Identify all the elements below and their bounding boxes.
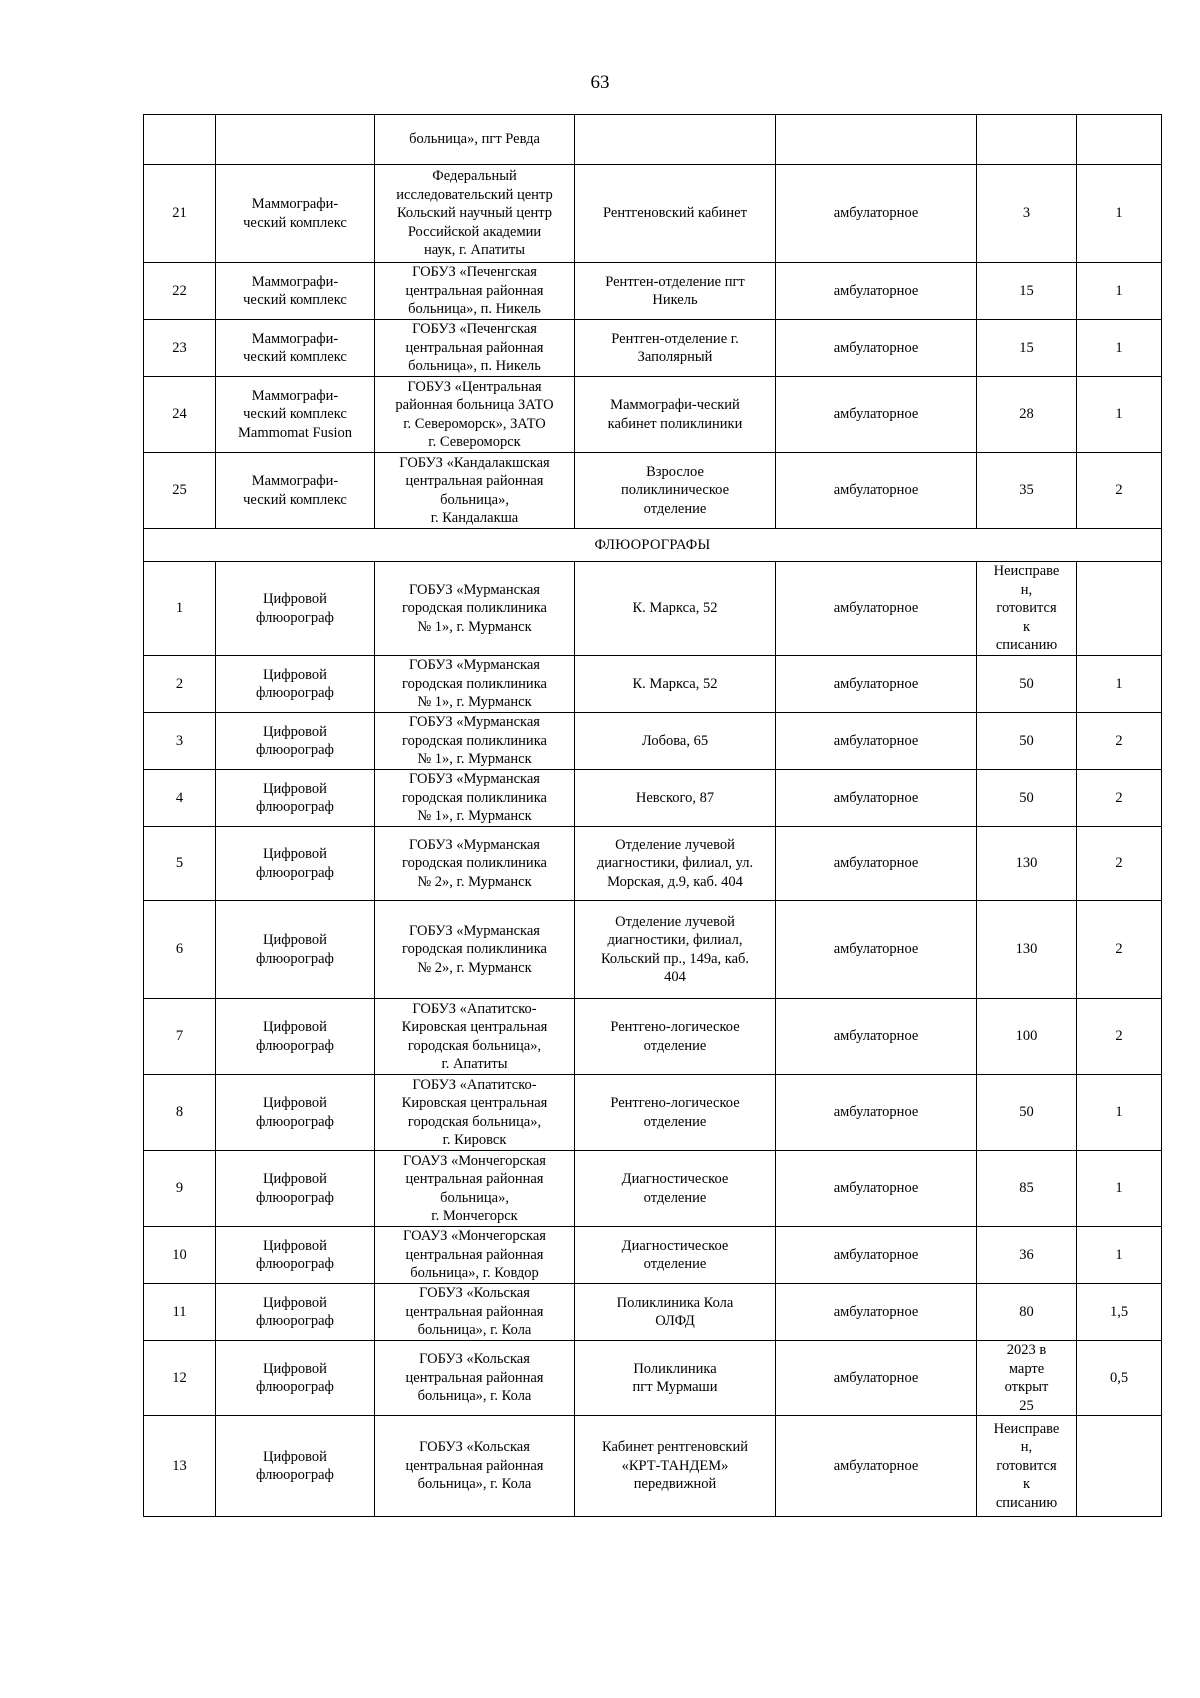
cell-shifts bbox=[1077, 562, 1162, 656]
cell-num: 10 bbox=[144, 1227, 216, 1284]
table-row bbox=[144, 901, 1162, 999]
cell-num: 9 bbox=[144, 1151, 216, 1227]
cell-shifts: 1 bbox=[1077, 263, 1162, 320]
cell-count bbox=[977, 115, 1077, 165]
cell-device bbox=[216, 115, 375, 165]
cell-num: 24 bbox=[144, 377, 216, 453]
cell-shifts: 2 bbox=[1077, 999, 1162, 1075]
cell-device: Цифровой флюорограф bbox=[216, 562, 375, 656]
table-row bbox=[144, 1151, 1162, 1227]
cell-type: амбулаторное bbox=[776, 999, 977, 1075]
cell-type: амбулаторное bbox=[776, 770, 977, 827]
table-body bbox=[144, 115, 1162, 1517]
cell-org: ГОБУЗ «Мурманская городская поликлиника № 2», г. Мурманск bbox=[375, 901, 575, 999]
cell-type: амбулаторное bbox=[776, 263, 977, 320]
cell-org: ГОБУЗ «Апатитско- Кировская центральная городская больница», г. Кировск bbox=[375, 1075, 575, 1151]
cell-device: Цифровой флюорограф bbox=[216, 1284, 375, 1341]
cell-org: ГОБУЗ «Кольская центральная районная больница», г. Кола bbox=[375, 1416, 575, 1517]
table-row bbox=[144, 1284, 1162, 1341]
cell-shifts: 2 bbox=[1077, 827, 1162, 901]
table-row bbox=[144, 713, 1162, 770]
cell-unit: К. Маркса, 52 bbox=[575, 562, 776, 656]
cell-count: 2023 в марте открыт 25 bbox=[977, 1341, 1077, 1416]
table-row bbox=[144, 165, 1162, 263]
cell-type: амбулаторное bbox=[776, 320, 977, 377]
cell-shifts: 1 bbox=[1077, 165, 1162, 263]
cell-unit: Рентгено-логическое отделение bbox=[575, 999, 776, 1075]
page-number: 63 bbox=[590, 72, 610, 93]
cell-count: 130 bbox=[977, 901, 1077, 999]
cell-num: 21 bbox=[144, 165, 216, 263]
cell-count: 100 bbox=[977, 999, 1077, 1075]
cell-shifts: 0,5 bbox=[1077, 1341, 1162, 1416]
cell-num: 12 bbox=[144, 1341, 216, 1416]
table-row bbox=[144, 562, 1162, 656]
table-row bbox=[144, 1227, 1162, 1284]
cell-device: Цифровой флюорограф bbox=[216, 1151, 375, 1227]
table-row bbox=[144, 1416, 1162, 1517]
cell-type: амбулаторное bbox=[776, 1227, 977, 1284]
table-row bbox=[144, 1075, 1162, 1151]
cell-org: ГОАУЗ «Мончегорская центральная районная больница», г. Мончегорск bbox=[375, 1151, 575, 1227]
cell-unit: Поликлиника пгт Мурмаши bbox=[575, 1341, 776, 1416]
cell-device: Маммографи- ческий комплекс bbox=[216, 263, 375, 320]
cell-org: Федеральный исследовательский центр Кольский научный центр Российской академии наук, г. Апатиты bbox=[375, 165, 575, 263]
table-row bbox=[144, 263, 1162, 320]
cell-device: Цифровой флюорограф bbox=[216, 770, 375, 827]
table-row bbox=[144, 827, 1162, 901]
section-title: ФЛЮОРОГРАФЫ bbox=[144, 529, 1162, 562]
cell-type: амбулаторное bbox=[776, 1075, 977, 1151]
cell-count: 85 bbox=[977, 1151, 1077, 1227]
cell-num: 23 bbox=[144, 320, 216, 377]
cell-device: Маммографи- ческий комплекс Mammomat Fusion bbox=[216, 377, 375, 453]
cell-device: Цифровой флюорограф bbox=[216, 901, 375, 999]
cell-type: амбулаторное bbox=[776, 901, 977, 999]
cell-shifts: 2 bbox=[1077, 770, 1162, 827]
cell-count: 3 bbox=[977, 165, 1077, 263]
cell-type: амбулаторное bbox=[776, 713, 977, 770]
cell-org: ГОБУЗ «Печенгская центральная районная больница», п. Никель bbox=[375, 263, 575, 320]
cell-num: 8 bbox=[144, 1075, 216, 1151]
cell-unit: Диагностическое отделение bbox=[575, 1227, 776, 1284]
cell-org: больница», пгт Ревда bbox=[375, 115, 575, 165]
cell-org: ГОБУЗ «Кандалакшская центральная районная больница», г. Кандалакша bbox=[375, 453, 575, 529]
cell-org: ГОБУЗ «Печенгская центральная районная больница», п. Никель bbox=[375, 320, 575, 377]
table-row bbox=[144, 770, 1162, 827]
section-row bbox=[144, 529, 1162, 562]
cell-device: Цифровой флюорограф bbox=[216, 999, 375, 1075]
cell-org: ГОБУЗ «Апатитско- Кировская центральная городская больница», г. Апатиты bbox=[375, 999, 575, 1075]
equipment-table bbox=[143, 114, 1162, 1517]
cell-device: Цифровой флюорограф bbox=[216, 713, 375, 770]
cell-unit: Рентген-отделение пгт Никель bbox=[575, 263, 776, 320]
table-row-continuation bbox=[144, 115, 1162, 165]
cell-type: амбулаторное bbox=[776, 562, 977, 656]
cell-count: 50 bbox=[977, 770, 1077, 827]
cell-shifts bbox=[1077, 115, 1162, 165]
cell-unit: Лобова, 65 bbox=[575, 713, 776, 770]
cell-count: 50 bbox=[977, 656, 1077, 713]
cell-num: 13 bbox=[144, 1416, 216, 1517]
cell-count: 15 bbox=[977, 320, 1077, 377]
cell-count: 50 bbox=[977, 713, 1077, 770]
cell-type: амбулаторное bbox=[776, 1416, 977, 1517]
cell-count: 36 bbox=[977, 1227, 1077, 1284]
cell-shifts: 1 bbox=[1077, 1227, 1162, 1284]
table-row bbox=[144, 453, 1162, 529]
cell-unit: Рентген-отделение г. Заполярный bbox=[575, 320, 776, 377]
cell-count: Неисправе н, готовится к списанию bbox=[977, 1416, 1077, 1517]
cell-count: 50 bbox=[977, 1075, 1077, 1151]
cell-count: 35 bbox=[977, 453, 1077, 529]
cell-shifts: 1,5 bbox=[1077, 1284, 1162, 1341]
cell-org: ГОАУЗ «Мончегорская центральная районная больница», г. Ковдор bbox=[375, 1227, 575, 1284]
cell-unit bbox=[575, 115, 776, 165]
cell-shifts: 2 bbox=[1077, 713, 1162, 770]
table-row bbox=[144, 320, 1162, 377]
cell-type: амбулаторное bbox=[776, 377, 977, 453]
cell-device: Маммографи- ческий комплекс bbox=[216, 320, 375, 377]
cell-org: ГОБУЗ «Мурманская городская поликлиника № 1», г. Мурманск bbox=[375, 770, 575, 827]
cell-type: амбулаторное bbox=[776, 1341, 977, 1416]
cell-org: ГОБУЗ «Мурманская городская поликлиника № 2», г. Мурманск bbox=[375, 827, 575, 901]
cell-shifts: 2 bbox=[1077, 453, 1162, 529]
cell-unit: Поликлиника Кола ОЛФД bbox=[575, 1284, 776, 1341]
cell-num: 1 bbox=[144, 562, 216, 656]
cell-count: 80 bbox=[977, 1284, 1077, 1341]
cell-num: 5 bbox=[144, 827, 216, 901]
cell-type bbox=[776, 115, 977, 165]
cell-device: Цифровой флюорограф bbox=[216, 1341, 375, 1416]
cell-count: 15 bbox=[977, 263, 1077, 320]
cell-unit: Рентгено-логическое отделение bbox=[575, 1075, 776, 1151]
cell-device: Цифровой флюорограф bbox=[216, 1227, 375, 1284]
cell-shifts: 1 bbox=[1077, 320, 1162, 377]
cell-unit: Кабинет рентгеновский «КРТ-ТАНДЕМ» передвижной bbox=[575, 1416, 776, 1517]
cell-device: Маммографи- ческий комплекс bbox=[216, 453, 375, 529]
cell-num: 7 bbox=[144, 999, 216, 1075]
cell-unit: Отделение лучевой диагностики, филиал, ул. Морская, д.9, каб. 404 bbox=[575, 827, 776, 901]
cell-shifts: 1 bbox=[1077, 377, 1162, 453]
cell-num: 25 bbox=[144, 453, 216, 529]
cell-num: 22 bbox=[144, 263, 216, 320]
table-row bbox=[144, 999, 1162, 1075]
cell-shifts: 1 bbox=[1077, 1151, 1162, 1227]
cell-org: ГОБУЗ «Мурманская городская поликлиника № 1», г. Мурманск bbox=[375, 562, 575, 656]
cell-device: Цифровой флюорограф bbox=[216, 656, 375, 713]
cell-org: ГОБУЗ «Мурманская городская поликлиника № 1», г. Мурманск bbox=[375, 656, 575, 713]
cell-shifts: 1 bbox=[1077, 1075, 1162, 1151]
cell-shifts bbox=[1077, 1416, 1162, 1517]
cell-num: 3 bbox=[144, 713, 216, 770]
cell-unit: Маммографи-ческий кабинет поликлиники bbox=[575, 377, 776, 453]
cell-type: амбулаторное bbox=[776, 827, 977, 901]
cell-num: 11 bbox=[144, 1284, 216, 1341]
cell-count: 28 bbox=[977, 377, 1077, 453]
cell-unit: Рентгеновский кабинет bbox=[575, 165, 776, 263]
cell-num: 2 bbox=[144, 656, 216, 713]
cell-num bbox=[144, 115, 216, 165]
table-row bbox=[144, 656, 1162, 713]
cell-unit: Диагностическое отделение bbox=[575, 1151, 776, 1227]
cell-org: ГОБУЗ «Мурманская городская поликлиника № 1», г. Мурманск bbox=[375, 713, 575, 770]
cell-type: амбулаторное bbox=[776, 656, 977, 713]
cell-device: Цифровой флюорограф bbox=[216, 1075, 375, 1151]
cell-device: Цифровой флюорограф bbox=[216, 1416, 375, 1517]
cell-org: ГОБУЗ «Центральная районная больница ЗАТО г. Североморск», ЗАТО г. Североморск bbox=[375, 377, 575, 453]
cell-device: Цифровой флюорограф bbox=[216, 827, 375, 901]
cell-shifts: 1 bbox=[1077, 656, 1162, 713]
cell-type: амбулаторное bbox=[776, 453, 977, 529]
cell-unit: К. Маркса, 52 bbox=[575, 656, 776, 713]
cell-unit: Невского, 87 bbox=[575, 770, 776, 827]
cell-org: ГОБУЗ «Кольская центральная районная больница», г. Кола bbox=[375, 1341, 575, 1416]
cell-num: 4 bbox=[144, 770, 216, 827]
cell-device: Маммографи- ческий комплекс bbox=[216, 165, 375, 263]
cell-num: 6 bbox=[144, 901, 216, 999]
cell-unit: Отделение лучевой диагностики, филиал, Кольский пр., 149а, каб. 404 bbox=[575, 901, 776, 999]
cell-count: 130 bbox=[977, 827, 1077, 901]
table-row bbox=[144, 1341, 1162, 1416]
cell-count: Неисправе н, готовится к списанию bbox=[977, 562, 1077, 656]
cell-type: амбулаторное bbox=[776, 1284, 977, 1341]
cell-type: амбулаторное bbox=[776, 165, 977, 263]
cell-org: ГОБУЗ «Кольская центральная районная больница», г. Кола bbox=[375, 1284, 575, 1341]
cell-shifts: 2 bbox=[1077, 901, 1162, 999]
cell-unit: Взрослое поликлиническое отделение bbox=[575, 453, 776, 529]
cell-type: амбулаторное bbox=[776, 1151, 977, 1227]
table-row bbox=[144, 377, 1162, 453]
